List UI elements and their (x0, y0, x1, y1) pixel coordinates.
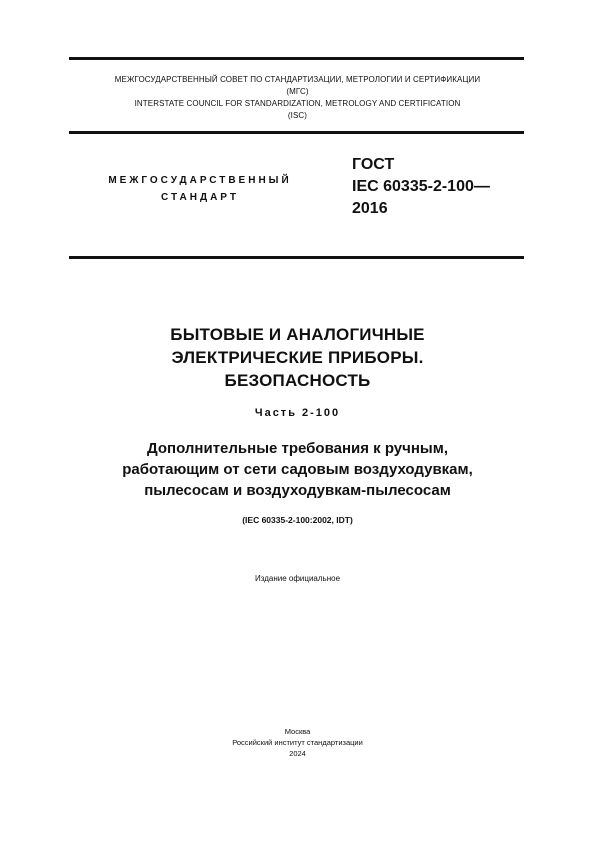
subtitle-line3: пылесосам и воздуходувкам-пылесосам (144, 482, 451, 499)
standard-kind-line2: СТАНДАРТ (161, 192, 239, 203)
standard-kind-line1: МЕЖГОСУДАРСТВЕННЫЙ (108, 175, 292, 186)
document-subtitle (60, 438, 535, 501)
title-line1: БЫТОВЫЕ И АНАЛОГИЧНЫЕ (170, 325, 425, 344)
council-abbr-en: (ISC) (287, 111, 308, 120)
standard-code-line1: ГОСТ (352, 156, 395, 173)
footer-city: Москва (284, 727, 311, 736)
subtitle-line2: работающим от сети садовым воздуходувкам, (122, 461, 473, 478)
standard-kind (70, 172, 330, 206)
document-title (60, 323, 535, 392)
standard-code (352, 154, 490, 220)
footer-year: 2024 (289, 749, 306, 758)
footer-publisher: Российский институт стандартизации (232, 738, 363, 747)
council-divider (69, 131, 524, 134)
council-abbr-ru: (МГС) (286, 87, 309, 96)
edition-label: Издание официальное (254, 574, 341, 583)
subtitle-line1: Дополнительные требования к ручным, (147, 440, 448, 457)
iec-reference: (IEC 60335-2-100:2002, IDT) (242, 515, 353, 525)
title-line2: ЭЛЕКТРИЧЕСКИЕ ПРИБОРЫ. (171, 348, 424, 367)
standard-divider (69, 256, 524, 259)
part-number: Часть 2-100 (254, 407, 341, 419)
council-name-ru: МЕЖГОСУДАРСТВЕННЫЙ СОВЕТ ПО СТАНДАРТИЗАЦИИ, МЕТРОЛОГИИ И СЕРТИФИКАЦИИ (114, 75, 481, 84)
title-line3: БЕЗОПАСНОСТЬ (224, 371, 371, 390)
standard-code-line3: 2016 (352, 200, 388, 217)
council-name-en: INTERSTATE COUNCIL FOR STANDARDIZATION, METROLOGY AND CERTIFICATION (134, 99, 461, 108)
council-header (40, 74, 555, 122)
standard-code-line2: IEC 60335-2-100— (352, 178, 490, 195)
publisher-footer (60, 726, 535, 759)
top-rule (69, 57, 524, 60)
